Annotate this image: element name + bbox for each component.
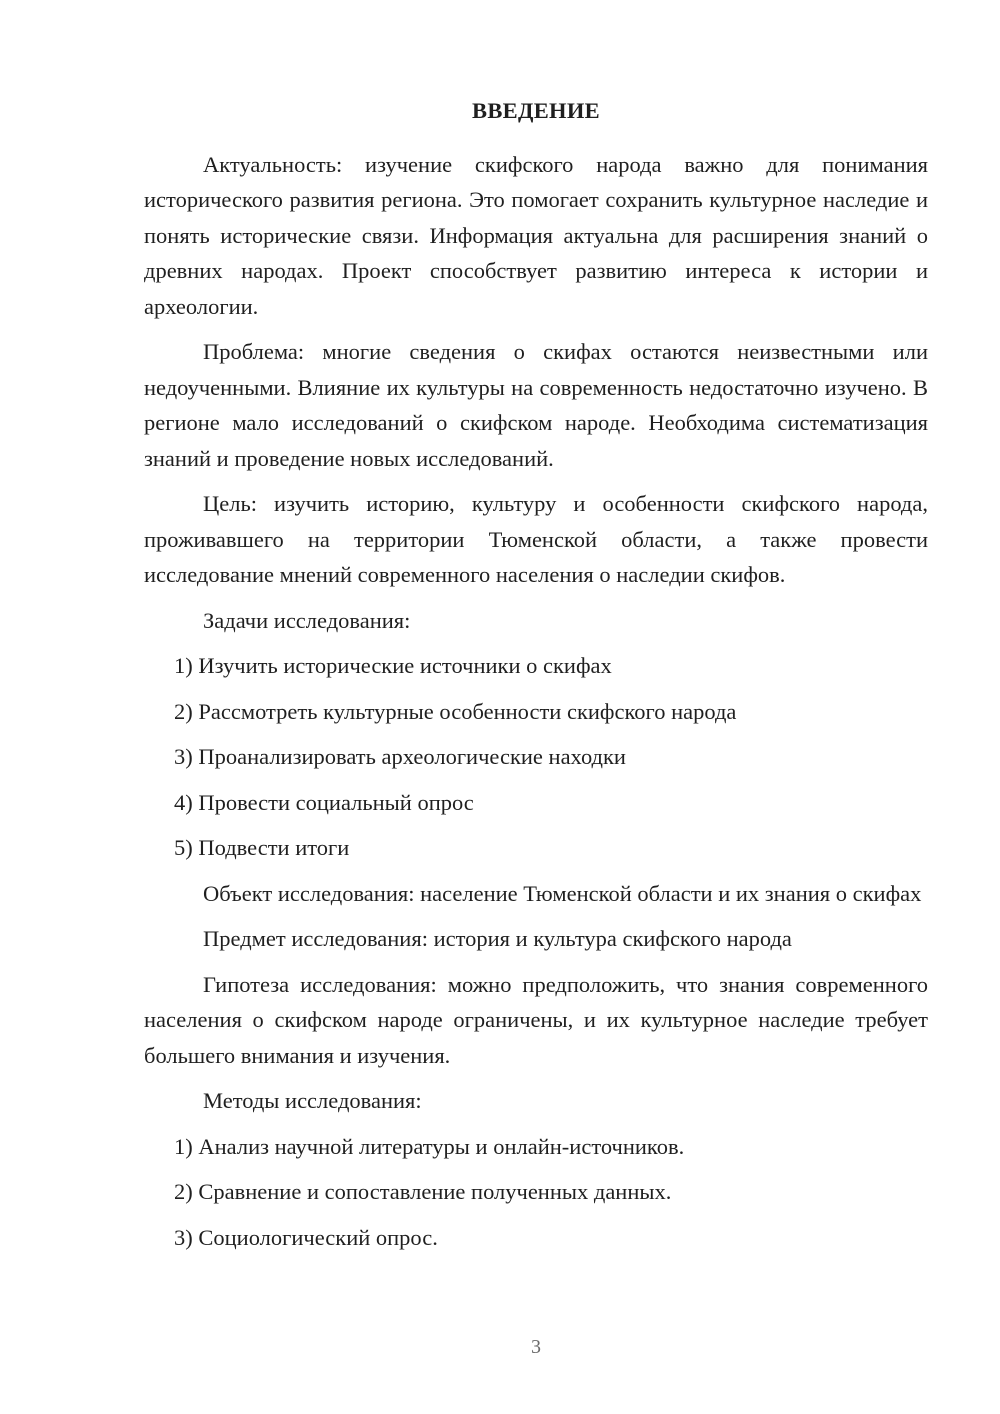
task-item: 2) Рассмотреть культурные особенности скифского народа [174,698,737,724]
page-number: 3 [531,1336,541,1358]
task-item: 1) Изучить исторические источники о скифах [174,653,612,678]
hypothesis-paragraph: Гипотеза исследования: можно предположить, что знания современного населения о скифском народе ограничены, и их культурное наследие требует большего внимания и изучения. [144,971,928,1068]
relevance-paragraph: Актуальность: изучение скифского народа важно для понимания исторического развития региона. Это помогает сохранить культурное наследие и понять исторические связи. Информация актуальна для расширения знаний о древних народах. Проект способствует развитию интереса к истории и археологии. [144,151,928,319]
method-item: 2) Сравнение и сопоставление полученных данных. [174,1179,672,1204]
task-item: 3) Проанализировать археологические находки [174,744,626,769]
method-item: 1) Анализ научной литературы и онлайн-источников. [174,1133,685,1159]
tasks-heading: Задачи исследования: [203,607,411,633]
page-body [144,93,928,1265]
object-paragraph: Объект исследования: население Тюменской области и их знания о скифах [203,880,922,906]
methods-heading: Методы исследования: [203,1088,422,1113]
goal-paragraph: Цель: изучить историю, культуру и особенности скифского народа, проживавшего на территории Тюменской области, а также провести исследование мнений современного населения о наследии скифов. [144,491,928,587]
task-item: 4) Провести социальный опрос [174,789,474,815]
subject-paragraph: Предмет исследования: история и культура скифского народа [203,926,792,951]
problem-paragraph: Проблема: многие сведения о скифах остаются неизвестными или недоученными. Влияние их культуры на современность недостаточно изучено. В регионе мало исследований о скифском народе. Необходима систематизация знаний и проведение новых исследований. [144,339,928,471]
task-item: 5) Подвести итоги [174,835,350,860]
method-item: 3) Социологический опрос. [174,1224,438,1250]
page-title: ВВЕДЕНИЕ [472,98,600,123]
